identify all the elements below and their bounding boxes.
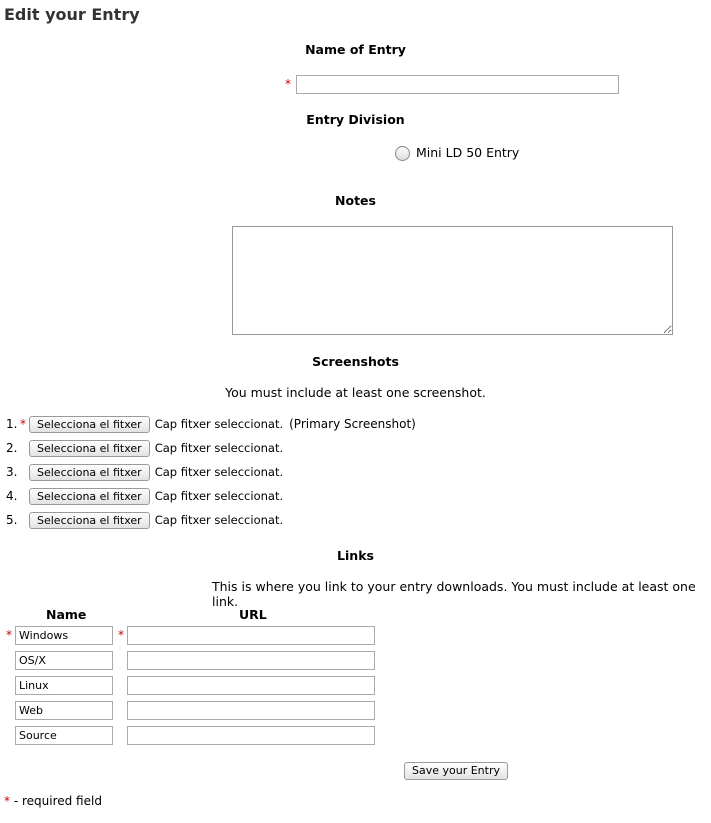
link-name-input-web[interactable]: [15, 701, 113, 720]
file-status-3: Cap fitxer seleccionat.: [154, 465, 284, 479]
link-name-input-windows[interactable]: [15, 626, 113, 645]
screenshot-number: 3.: [6, 465, 18, 479]
link-url-input-osx[interactable]: [127, 651, 375, 670]
link-url-input-linux[interactable]: [127, 676, 375, 695]
link-url-input-web[interactable]: [127, 701, 375, 720]
entry-division-heading: Entry Division: [306, 112, 405, 127]
screenshot-row-4: [6, 487, 283, 505]
choose-file-button-1[interactable]: Selecciona el fitxer: [29, 416, 150, 433]
links-heading: Links: [337, 548, 374, 563]
screenshot-number: 4.: [6, 489, 18, 503]
entry-name-input[interactable]: [296, 75, 619, 94]
mini-ld-50-radio-label[interactable]: Mini LD 50 Entry: [416, 145, 520, 160]
required-marker: *: [118, 628, 124, 642]
screenshots-heading: Screenshots: [312, 354, 399, 369]
link-name-input-source[interactable]: [15, 726, 113, 745]
required-marker: *: [20, 417, 26, 431]
required-field-text: - required field: [10, 794, 102, 808]
required-marker: *: [6, 628, 12, 642]
file-status-4: Cap fitxer seleccionat.: [154, 489, 284, 503]
links-name-column-header: Name: [46, 607, 87, 622]
choose-file-button-5[interactable]: Selecciona el fitxer: [29, 512, 150, 529]
choose-file-button-2[interactable]: Selecciona el fitxer: [29, 440, 150, 457]
primary-screenshot-note: (Primary Screenshot): [289, 417, 416, 431]
screenshot-row-1: [6, 415, 416, 433]
screenshot-number: 1.: [6, 417, 18, 431]
required-field-footnote: [4, 794, 102, 808]
link-url-input-windows[interactable]: [127, 626, 375, 645]
choose-file-button-3[interactable]: Selecciona el fitxer: [29, 464, 150, 481]
link-name-input-osx[interactable]: [15, 651, 113, 670]
link-name-input-linux[interactable]: [15, 676, 113, 695]
required-marker: *: [285, 77, 291, 91]
link-url-input-source[interactable]: [127, 726, 375, 745]
save-entry-button[interactable]: Save your Entry: [404, 762, 508, 780]
choose-file-button-4[interactable]: Selecciona el fitxer: [29, 488, 150, 505]
file-status-2: Cap fitxer seleccionat.: [154, 441, 284, 455]
page-title: Edit your Entry: [4, 5, 140, 24]
links-url-column-header: URL: [239, 607, 267, 622]
notes-heading: Notes: [335, 193, 376, 208]
screenshot-row-5: [6, 511, 283, 529]
screenshot-row-3: [6, 463, 283, 481]
mini-ld-50-radio[interactable]: [395, 146, 410, 161]
notes-textarea[interactable]: [232, 226, 673, 335]
file-status-5: Cap fitxer seleccionat.: [154, 513, 284, 527]
screenshots-instruction: You must include at least one screenshot.: [225, 385, 486, 400]
required-marker: *: [4, 794, 10, 808]
file-status-1: Cap fitxer seleccionat.: [154, 417, 284, 431]
screenshot-number: 2.: [6, 441, 18, 455]
links-instruction: This is where you link to your entry downloads. You must include at least one link.: [212, 579, 696, 609]
name-of-entry-heading: Name of Entry: [305, 42, 406, 57]
screenshot-number: 5.: [6, 513, 18, 527]
screenshot-row-2: [6, 439, 283, 457]
